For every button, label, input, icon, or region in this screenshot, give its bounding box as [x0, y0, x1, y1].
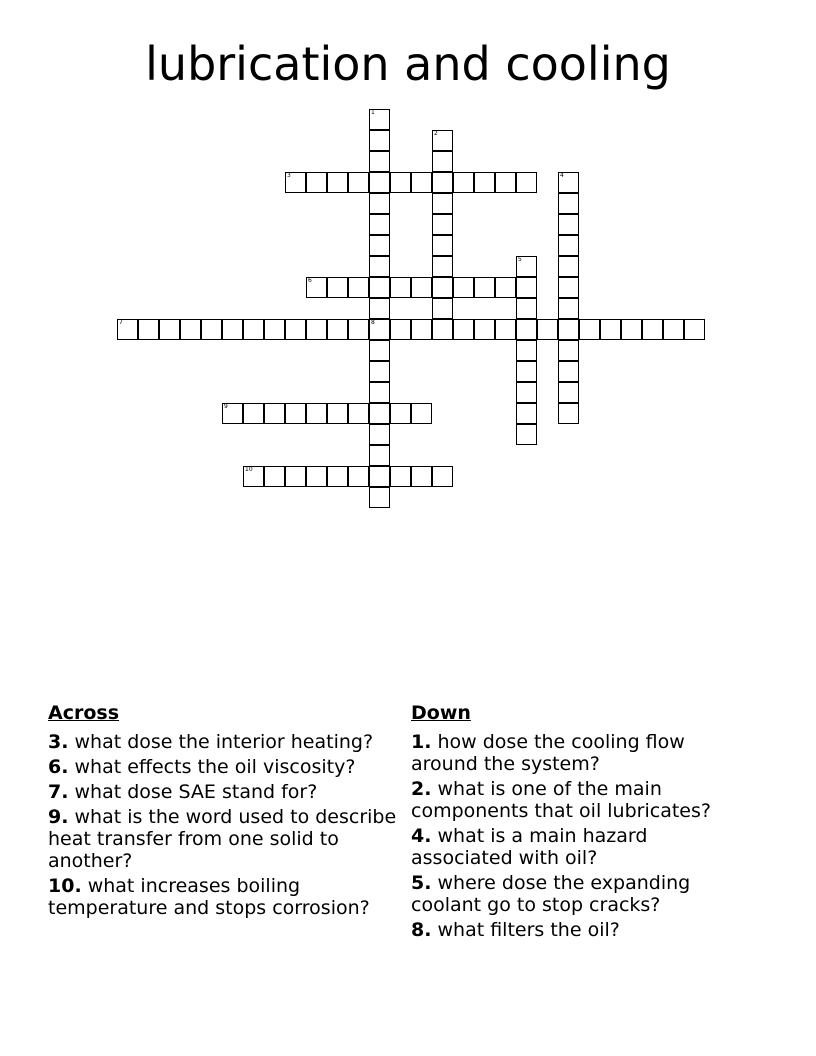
clue-number: 2.	[411, 778, 432, 800]
grid-cell[interactable]	[432, 130, 453, 151]
grid-cell[interactable]	[579, 319, 600, 340]
grid-cell[interactable]	[432, 319, 453, 340]
grid-cell[interactable]	[558, 340, 579, 361]
grid-cell[interactable]	[222, 403, 243, 424]
grid-cell[interactable]	[369, 445, 390, 466]
clue-number: 7.	[48, 781, 69, 803]
grid-cell[interactable]	[201, 319, 222, 340]
clue-text: where dose the expanding coolant go to stop cracks?	[411, 872, 691, 916]
grid-cell[interactable]	[495, 277, 516, 298]
across-clue-list	[48, 731, 398, 919]
grid-cell[interactable]	[558, 298, 579, 319]
down-clue	[411, 919, 751, 941]
clue-number-label: 4	[560, 172, 564, 179]
grid-cell[interactable]	[369, 214, 390, 235]
grid-cell[interactable]	[432, 256, 453, 277]
grid-cell[interactable]	[516, 277, 537, 298]
grid-cell[interactable]	[306, 403, 327, 424]
grid-cell[interactable]	[411, 319, 432, 340]
clue-number: 6.	[48, 756, 69, 778]
grid-cell[interactable]	[453, 319, 474, 340]
clue-text: what dose the interior heating?	[68, 731, 374, 753]
clue-number: 8.	[411, 919, 432, 941]
grid-cell[interactable]	[348, 319, 369, 340]
grid-cell[interactable]	[369, 235, 390, 256]
grid-cell[interactable]	[411, 172, 432, 193]
down-clues	[411, 701, 751, 944]
clue-text: what is a main hazard associated with oil?	[411, 825, 648, 869]
down-clue	[411, 731, 751, 775]
clue-number-label: 5	[518, 256, 522, 263]
clue-number-label: 6	[308, 277, 312, 284]
across-clue	[48, 875, 398, 919]
grid-cell[interactable]	[222, 319, 243, 340]
grid-cell[interactable]	[369, 172, 390, 193]
grid-cell[interactable]	[348, 466, 369, 487]
grid-cell[interactable]	[390, 172, 411, 193]
down-clue	[411, 872, 751, 916]
grid-cell[interactable]	[306, 319, 327, 340]
grid-cell[interactable]	[411, 403, 432, 424]
grid-cell[interactable]	[432, 298, 453, 319]
clue-number-label: 3	[287, 172, 291, 179]
grid-cell[interactable]	[327, 277, 348, 298]
clue-number-label: 10	[245, 466, 253, 473]
grid-cell[interactable]	[663, 319, 684, 340]
grid-cell[interactable]	[369, 256, 390, 277]
clue-number-label: 8	[371, 319, 375, 326]
grid-cell[interactable]	[348, 277, 369, 298]
grid-cell[interactable]	[369, 403, 390, 424]
grid-cell[interactable]	[369, 193, 390, 214]
grid-cell[interactable]	[516, 319, 537, 340]
grid-cell[interactable]	[558, 361, 579, 382]
across-clues	[48, 701, 398, 922]
grid-cell[interactable]	[369, 424, 390, 445]
grid-cell[interactable]	[285, 319, 306, 340]
clue-number: 5.	[411, 872, 432, 894]
grid-cell[interactable]	[369, 109, 390, 130]
grid-cell[interactable]	[243, 319, 264, 340]
grid-cell[interactable]	[432, 466, 453, 487]
grid-cell[interactable]	[285, 466, 306, 487]
clue-text: how dose the cooling flow around the system?	[411, 731, 685, 775]
grid-cell[interactable]	[516, 340, 537, 361]
grid-cell[interactable]	[390, 277, 411, 298]
grid-cell[interactable]	[306, 466, 327, 487]
across-clue	[48, 756, 398, 778]
grid-cell[interactable]	[369, 319, 390, 340]
grid-cell[interactable]	[684, 319, 705, 340]
grid-cell[interactable]	[390, 466, 411, 487]
grid-cell[interactable]	[327, 319, 348, 340]
grid-cell[interactable]	[432, 151, 453, 172]
grid-cell[interactable]	[516, 256, 537, 277]
grid-cell[interactable]	[390, 403, 411, 424]
grid-cell[interactable]	[558, 214, 579, 235]
grid-cell[interactable]	[369, 466, 390, 487]
grid-cell[interactable]	[516, 172, 537, 193]
across-clue	[48, 731, 398, 753]
grid-cell[interactable]	[369, 277, 390, 298]
clue-text: what dose SAE stand for?	[68, 781, 318, 803]
grid-cell[interactable]	[558, 382, 579, 403]
grid-cell[interactable]	[285, 403, 306, 424]
grid-cell[interactable]	[348, 403, 369, 424]
clue-number: 3.	[48, 731, 69, 753]
grid-cell[interactable]	[411, 466, 432, 487]
grid-cell[interactable]	[516, 298, 537, 319]
grid-cell[interactable]	[369, 151, 390, 172]
grid-cell[interactable]	[180, 319, 201, 340]
clue-number-label: 7	[119, 319, 123, 326]
grid-cell[interactable]	[306, 277, 327, 298]
grid-cell[interactable]	[159, 319, 180, 340]
grid-cell[interactable]	[432, 214, 453, 235]
grid-cell[interactable]	[516, 424, 537, 445]
grid-cell[interactable]	[432, 235, 453, 256]
grid-cell[interactable]	[348, 172, 369, 193]
grid-cell[interactable]	[264, 319, 285, 340]
clue-number: 9.	[48, 806, 69, 828]
grid-cell[interactable]	[558, 193, 579, 214]
clue-number-label: 2	[434, 130, 438, 137]
grid-cell[interactable]	[369, 298, 390, 319]
down-clue-list	[411, 731, 751, 941]
grid-cell[interactable]	[600, 319, 621, 340]
grid-cell[interactable]	[243, 403, 264, 424]
page-title: lubrication and cooling	[145, 37, 671, 91]
grid-cell[interactable]	[495, 319, 516, 340]
grid-cell[interactable]	[369, 487, 390, 508]
grid-cell[interactable]	[369, 361, 390, 382]
grid-cell[interactable]	[327, 466, 348, 487]
grid-cell[interactable]	[327, 172, 348, 193]
grid-cell[interactable]	[558, 277, 579, 298]
grid-cell[interactable]	[432, 277, 453, 298]
grid-cell[interactable]	[390, 319, 411, 340]
grid-cell[interactable]	[516, 403, 537, 424]
clue-number-label: 9	[224, 403, 228, 410]
grid-cell[interactable]	[264, 466, 285, 487]
across-clue	[48, 806, 398, 872]
down-clue	[411, 778, 751, 822]
grid-cell[interactable]	[369, 382, 390, 403]
grid-cell[interactable]	[243, 466, 264, 487]
grid-cell[interactable]	[558, 319, 579, 340]
clue-text: what increases boiling temperature and stops corrosion?	[48, 875, 370, 919]
down-heading: Down	[411, 702, 471, 724]
grid-cell[interactable]	[558, 235, 579, 256]
grid-cell[interactable]	[306, 172, 327, 193]
grid-cell[interactable]	[369, 340, 390, 361]
grid-cell[interactable]	[453, 277, 474, 298]
grid-cell[interactable]	[642, 319, 663, 340]
grid-cell[interactable]	[558, 403, 579, 424]
across-clue	[48, 781, 398, 803]
grid-cell[interactable]	[516, 361, 537, 382]
grid-cell[interactable]	[264, 403, 285, 424]
clue-number: 1.	[411, 731, 432, 753]
clue-number: 4.	[411, 825, 432, 847]
grid-cell[interactable]	[453, 172, 474, 193]
clue-text: what is the word used to describe heat transfer from one solid to another?	[48, 806, 397, 872]
grid-cell[interactable]	[474, 172, 495, 193]
grid-cell[interactable]	[117, 319, 138, 340]
clue-text: what effects the oil viscosity?	[68, 756, 356, 778]
grid-cell[interactable]	[558, 172, 579, 193]
down-clue	[411, 825, 751, 869]
grid-cell[interactable]	[327, 403, 348, 424]
grid-cell[interactable]	[432, 172, 453, 193]
clue-text: what filters the oil?	[431, 919, 620, 941]
clue-number-label: 1	[371, 109, 375, 116]
across-heading: Across	[48, 702, 120, 724]
grid-cell[interactable]	[558, 256, 579, 277]
grid-cell[interactable]	[516, 382, 537, 403]
grid-cell[interactable]	[621, 319, 642, 340]
grid-cell[interactable]	[537, 319, 558, 340]
grid-cell[interactable]	[285, 172, 306, 193]
grid-cell[interactable]	[369, 130, 390, 151]
grid-cell[interactable]	[495, 172, 516, 193]
grid-cell[interactable]	[138, 319, 159, 340]
grid-cell[interactable]	[474, 277, 495, 298]
grid-cell[interactable]	[474, 319, 495, 340]
grid-cell[interactable]	[411, 277, 432, 298]
grid-cell[interactable]	[432, 193, 453, 214]
clue-text: what is one of the main components that oil lubricates?	[411, 778, 711, 822]
clue-number: 10.	[48, 875, 82, 897]
